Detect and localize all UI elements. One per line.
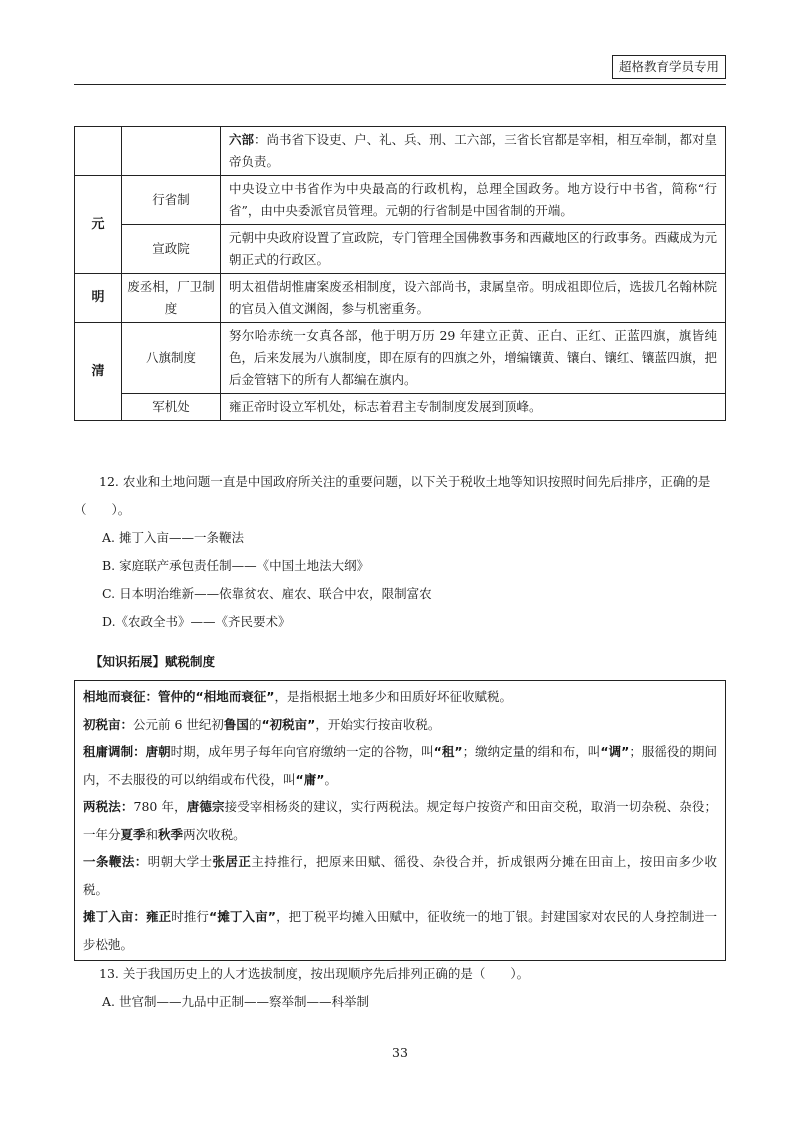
item-text: 秋季 bbox=[158, 826, 184, 842]
item-label: 相地而衰征： bbox=[83, 689, 159, 704]
table-row bbox=[75, 394, 726, 421]
system-description: 元朝中央政府设置了宣政院，专门管理全国佛教事务和西藏地区的行政事务。西藏成为元朝正式的行政区。 bbox=[221, 225, 726, 274]
liubu-text: ：尚书省下设吏、户、礼、兵、刑、工六部，三省长官都是宰相，相互牵制，都对皇帝负责。 bbox=[229, 132, 717, 169]
item-label: 初税亩： bbox=[83, 716, 134, 732]
item-text: 780 年， bbox=[133, 799, 187, 814]
system-description: 雍正帝时设立军机处，标志着君主专制制度发展到顶峰。 bbox=[221, 394, 726, 421]
item-label: 一条鞭法： bbox=[83, 854, 148, 869]
dynasty-cell: 元 bbox=[75, 176, 122, 274]
item-text: 鲁国 bbox=[223, 716, 249, 732]
item-text: 主持推行，把原来田赋、徭役、杂役合并，折成银两分摊在田亩上，按田亩多少收税。 bbox=[83, 854, 717, 897]
system-name-cell: 宣政院 bbox=[122, 225, 221, 274]
extension-item bbox=[83, 738, 717, 793]
extension-item bbox=[83, 683, 717, 711]
extension-item bbox=[83, 903, 717, 958]
item-text: 明朝大学士 bbox=[147, 854, 213, 869]
system-name-cell: 八旗制度 bbox=[122, 323, 221, 394]
item-text: 管仲的 bbox=[158, 689, 196, 704]
tax-system-box bbox=[74, 680, 726, 961]
item-text: 和 bbox=[145, 826, 159, 842]
table-row bbox=[75, 176, 726, 225]
table-row bbox=[75, 127, 726, 176]
item-text: ，是指根据土地多少和田质好坏征收赋税。 bbox=[274, 689, 512, 704]
dynasty-cell: 明 bbox=[75, 274, 122, 323]
item-label: 两税法： bbox=[83, 799, 134, 814]
item-text: 唐德宗 bbox=[186, 799, 225, 814]
dynasty-cell: 清 bbox=[75, 323, 122, 421]
system-name-cell: 军机处 bbox=[122, 394, 221, 421]
item-text: ；缴纳定量的绢和布，叫 bbox=[462, 744, 601, 759]
system-description: 努尔哈赤统一女真各部，他于明万历 29 年建立正黄、正白、正红、正蓝四旗，旗皆纯色，后来发展为八旗制度，即在原有的四旗之外，增编镶黄、镶白、镶红、镶蓝四旗，把后金管辖下的所有人都编在旗内。 bbox=[221, 323, 726, 394]
liubu-label: 六部 bbox=[229, 132, 255, 147]
answer-option-b: B. 家庭联产承包责任制——《中国土地法大纲》 bbox=[102, 558, 370, 573]
item-text: 唐朝 bbox=[145, 744, 171, 759]
item-text: 公元前 6 世纪初 bbox=[133, 716, 224, 732]
item-text: 两次收税。 bbox=[183, 826, 246, 842]
answer-option-a: A. 摊丁入亩——一条鞭法 bbox=[102, 530, 244, 545]
extension-item bbox=[83, 848, 717, 903]
item-text: “调” bbox=[600, 744, 630, 759]
item-text: 时推行 bbox=[171, 909, 210, 924]
item-text: “租” bbox=[433, 744, 463, 759]
question-12 bbox=[74, 468, 726, 636]
answer-option-c: C. 日本明治维新——依靠贫农、雇农、联合中农，限制富农 bbox=[102, 586, 432, 601]
system-name-cell bbox=[122, 127, 221, 176]
question-stem: 13. 关于我国历史上的人才选拔制度，按出现顺序先后排列正确的是（ ）。 bbox=[99, 966, 530, 981]
header-tag: 超格教育学员专用 bbox=[612, 55, 726, 79]
system-description: 明太祖借胡惟庸案废丞相制度，设六部尚书，隶属皇帝。明成祖即位后，选拔几名翰林院的官员入值文渊阁，参与机密重务。 bbox=[221, 274, 726, 323]
answer-option-d: D.《农政全书》——《齐民要术》 bbox=[102, 614, 291, 629]
system-name-cell: 行省制 bbox=[122, 176, 221, 225]
dynasty-cell bbox=[75, 127, 122, 176]
item-text: ，把丁税平均摊入田赋中，征收统一的地丁银。封建国家对农民的人身控制进一步松弛。 bbox=[83, 909, 717, 952]
item-text: “摊丁入亩” bbox=[209, 909, 276, 924]
system-description bbox=[221, 127, 726, 176]
item-text: “初税亩” bbox=[261, 716, 316, 732]
item-text: 接受宰相杨炎的建议，实行两税法。规定每户按资产和田亩交税，取消一切杂税、杂役；一年分 bbox=[83, 799, 717, 842]
system-description: 中央设立中书省作为中央最高的行政机构，总理全国政务。地方设行中书省，简称“行省”，由中央委派官员管理。元朝的行省制是中国省制的开端。 bbox=[221, 176, 726, 225]
item-text: ，开始实行按亩收税。 bbox=[315, 716, 441, 732]
item-text: “相地而衰征” bbox=[195, 689, 275, 704]
extension-item bbox=[83, 793, 717, 848]
item-label: 租庸调制： bbox=[83, 744, 146, 759]
item-label: 摊丁入亩： bbox=[83, 909, 147, 924]
table-row bbox=[75, 274, 726, 323]
answer-option-a: A. 世官制——九品中正制——察举制——科举制 bbox=[102, 994, 369, 1009]
question-stem: 12. 农业和土地问题一直是中国政府所关注的重要问题，以下关于税收土地等知识按照时间先后排序，正确的是（ ）。 bbox=[74, 474, 711, 517]
table-row bbox=[75, 323, 726, 394]
item-text: 时期，成年男子每年向官府缴纳一定的谷物，叫 bbox=[170, 744, 434, 759]
system-name-cell: 废丞相，厂卫制度 bbox=[122, 274, 221, 323]
item-text: ；服徭役的期间内，不去服役的可以纳绢或布代役，叫 bbox=[83, 744, 717, 787]
item-text: 张居正 bbox=[212, 854, 252, 869]
item-text: 雍正 bbox=[146, 909, 172, 924]
extension-title: 【知识拓展】赋税制度 bbox=[90, 654, 216, 669]
item-text: 的 bbox=[248, 716, 262, 732]
item-text: 。 bbox=[324, 771, 337, 787]
header-rule bbox=[74, 84, 726, 85]
table-row bbox=[75, 225, 726, 274]
item-text: 夏季 bbox=[120, 826, 146, 842]
page-number: 33 bbox=[392, 1045, 408, 1060]
political-system-table bbox=[74, 126, 726, 421]
extension-item bbox=[83, 711, 717, 739]
item-text: “庸” bbox=[295, 771, 325, 787]
question-13 bbox=[74, 960, 726, 1016]
